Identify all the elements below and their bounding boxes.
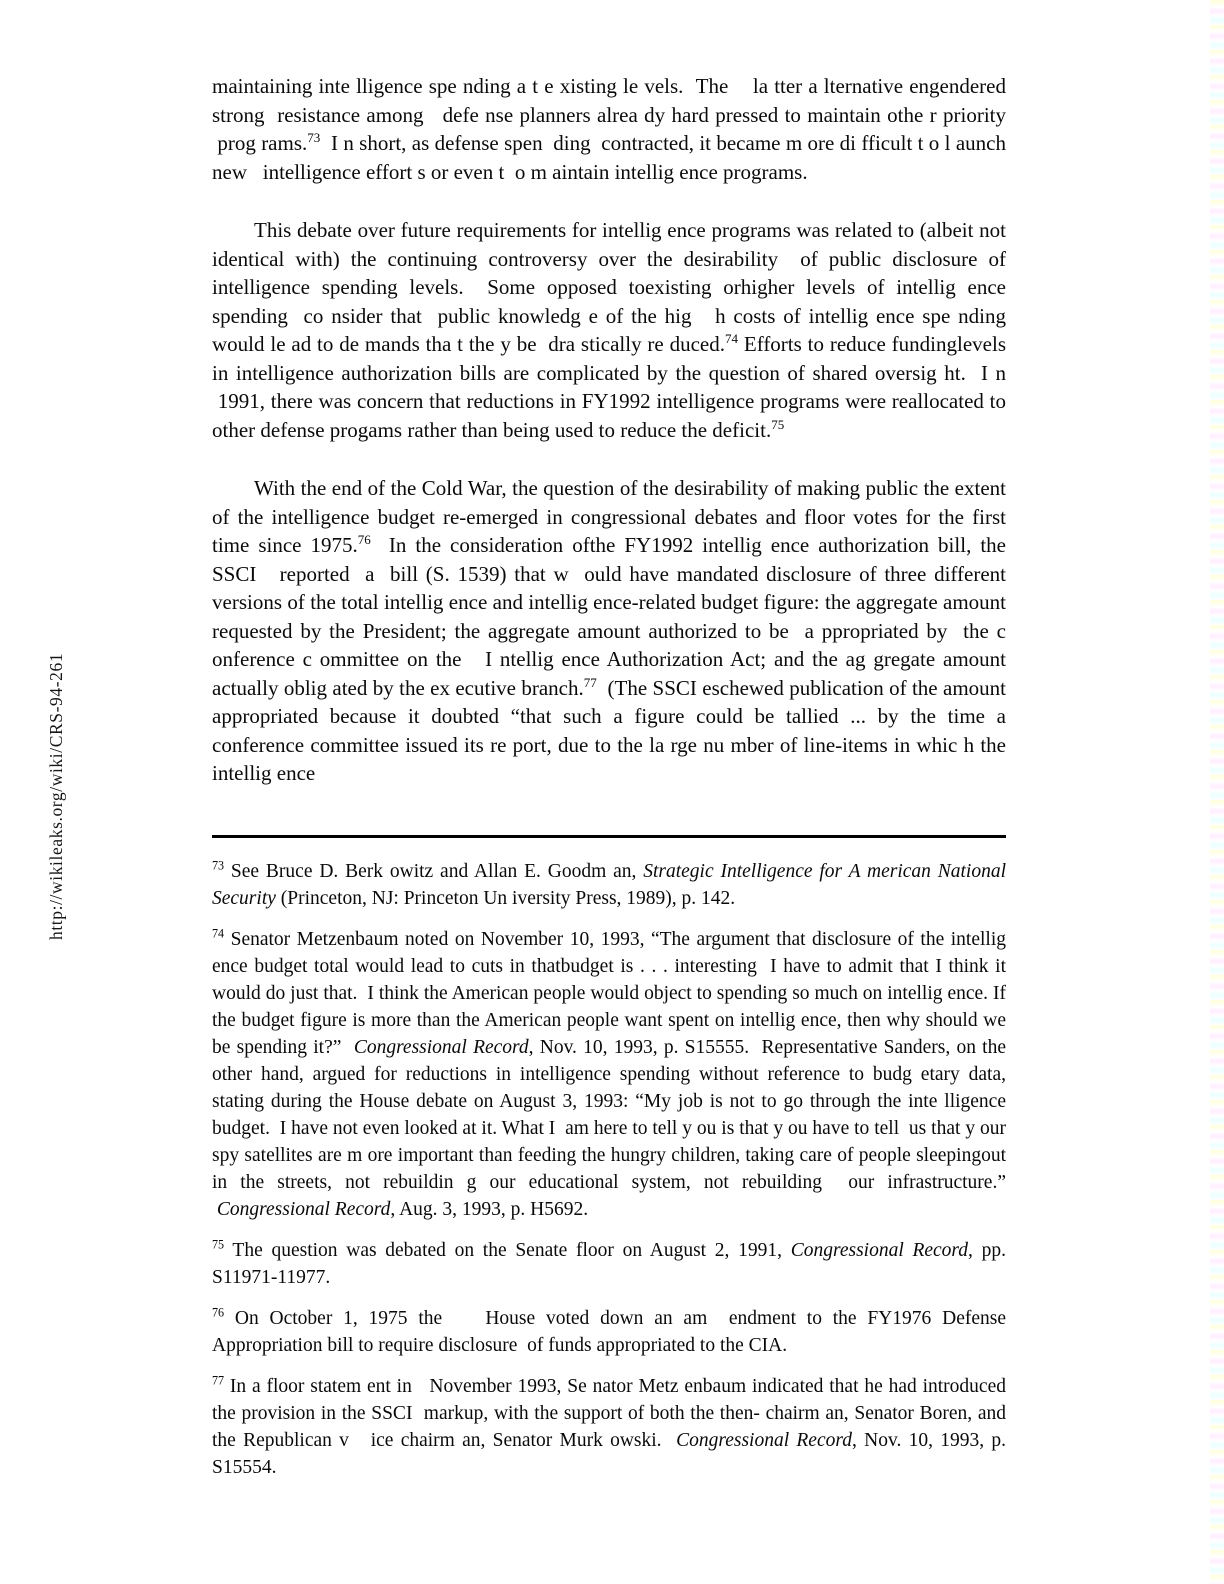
footnote-ref: 76 <box>357 532 371 547</box>
footnote-77 <box>212 1373 1006 1481</box>
text-segment: , pp. S11971-11977. <box>212 1239 1006 1288</box>
footnote-76 <box>212 1305 1006 1359</box>
footnote-ref: 75 <box>771 416 785 432</box>
text-segment: Congressional Record <box>790 1239 969 1261</box>
text-segment: , Nov. 10, 1993, p. S15555. Representative Sanders, on the other hand, argued for reductions in intelligence spending without reference to budg etary data, stating during the House debate on August 3, 1993: “My job is not to go through the inte lligence budget. I have not even looked at it. What I am here to tell y ou is that y ou have to tell us that y our spy satellites are m ore important than feeding the hungry children, taking care of people sleepingout in the streets, not rebuildin g our educational system, not rebuilding our infrastructure.” <box>212 1036 1006 1220</box>
footnote-ref: 73 <box>307 130 321 145</box>
footnote-number: 75 <box>212 1237 225 1251</box>
text-segment: With the end of the Cold War, the question of the desirability of making public the extent of the intelligence budget re-emerged in congressional debates and floor votes for the first time since 1975. <box>212 476 1006 557</box>
text-segment: maintaining inte lligence spe nding a t e xisting le vels. The la tter a lternative engendered strong resistance among defe nse planners alrea dy hard pressed to maintain othe r priority prog rams. <box>212 74 1006 155</box>
footnote-74 <box>212 926 1006 1223</box>
body-paragraphs <box>212 72 1006 788</box>
text-segment: The question was debated on the Senate floor on August 2, 1991, <box>224 1239 791 1261</box>
text-segment: Congressional Record <box>353 1036 529 1058</box>
text-segment: , Aug. 3, 1993, p. H5692. <box>390 1198 589 1220</box>
footnote-number: 73 <box>212 858 225 872</box>
text-segment: Congressional Record <box>216 1198 391 1220</box>
text-segment: See Bruce D. Berk owitz and Allan E. Goodm an, <box>224 860 644 882</box>
footnote-number: 77 <box>212 1373 225 1387</box>
footnotes <box>212 858 1006 1481</box>
page-content <box>212 72 1006 1495</box>
text-segment: , Nov. 10, 1993, p. S15554. <box>212 1429 1006 1478</box>
wikileaks-source-url: http://wikileaks.org/wiki/CRS-94-261 <box>46 652 66 940</box>
text-segment: Senator Metzenbaum noted on November 10, 1993, “The argument that disclosure of the intellig ence budget total would lead to cuts in thatbudget is . . . interesting I have to admit that I think it would do just that. I think the American people would object to spending so much on intellig ence. If the budget figure is more than the American people want spent on intellig ence, then why should we be spending it?” <box>212 928 1006 1058</box>
text-segment: (Princeton, NJ: Princeton Un iversity Press, 1989), p. 142. <box>275 887 736 909</box>
footnote-73 <box>212 858 1006 912</box>
footnote-number: 76 <box>212 1305 225 1319</box>
footnote-number: 74 <box>212 926 225 940</box>
footnote-divider <box>212 835 1006 838</box>
footnote-ref: 74 <box>725 331 739 346</box>
text-segment: Congressional Record <box>676 1429 852 1451</box>
text-segment: I n short, as defense spen ding contracted, it became m ore di fficult t o l aunch new intelligence effort s or even t o m aintain intellig ence programs. <box>212 131 1006 184</box>
text-segment: In the consideration ofthe FY1992 intellig ence authorization bill, the SSCI reported a bill (S. 1539) that w ould have mandated disclosure of three different versions of the total intellig ence and intellig ence-related budget figure: the aggregate amount requested by the President; the aggregate amount authorized to be a ppropriated by the c onference c ommittee on the I ntellig ence Authorization Act; and the ag gregate amount actually oblig ated by the ex ecutive branch. <box>212 533 1006 700</box>
text-segment: Strategic Intelligence for A merican National Security <box>212 860 1006 909</box>
body-paragraph <box>212 474 1006 788</box>
text-segment: Efforts to reduce fundinglevels in intelligence authorization bills are complicated by the question of shared oversig ht. I n 1991, there was concern that reductions in FY1992 intelligence programs were reallocated to other defense progams rather than being used to reduce the deficit. <box>212 332 1006 442</box>
text-segment: On October 1, 1975 the House voted down an am endment to the FY1976 Defense Appropriation bill to require disclosure of funds appropriated to the CIA. <box>212 1307 1006 1356</box>
body-paragraph <box>212 72 1006 186</box>
footnote-75 <box>212 1237 1006 1291</box>
text-segment: In a floor statem ent in November 1993, Se nator Metz enbaum indicated that he had introduced the provision in the SSCI markup, with the support of both the then- chairm an, Senator Boren, and the Republican v ice chairm an, Senator Murk owski. <box>212 1375 1006 1451</box>
footnote-ref: 77 <box>583 674 597 690</box>
text-segment: (The SSCI eschewed publication of the amount appropriated because it doubted “that such a figure could be tallied ... by the time a conference committee issued its re port, due to the la rge nu mber of line-items in whic h the intellig ence <box>212 675 1006 785</box>
text-segment: This debate over future requirements for intellig ence programs was related to (albeit not identical with) the continuing controversy over the desirability of public disclosure of intelligence spending levels. Some opposed toexisting orhigher levels of intellig ence spending co nsider that public knowledg e of the hig h costs of intellig ence spe nding would le ad to de mands tha t the y be dra stically re duced. <box>212 218 1006 356</box>
body-paragraph <box>212 216 1006 444</box>
scan-watermark-strip <box>1210 0 1224 1584</box>
